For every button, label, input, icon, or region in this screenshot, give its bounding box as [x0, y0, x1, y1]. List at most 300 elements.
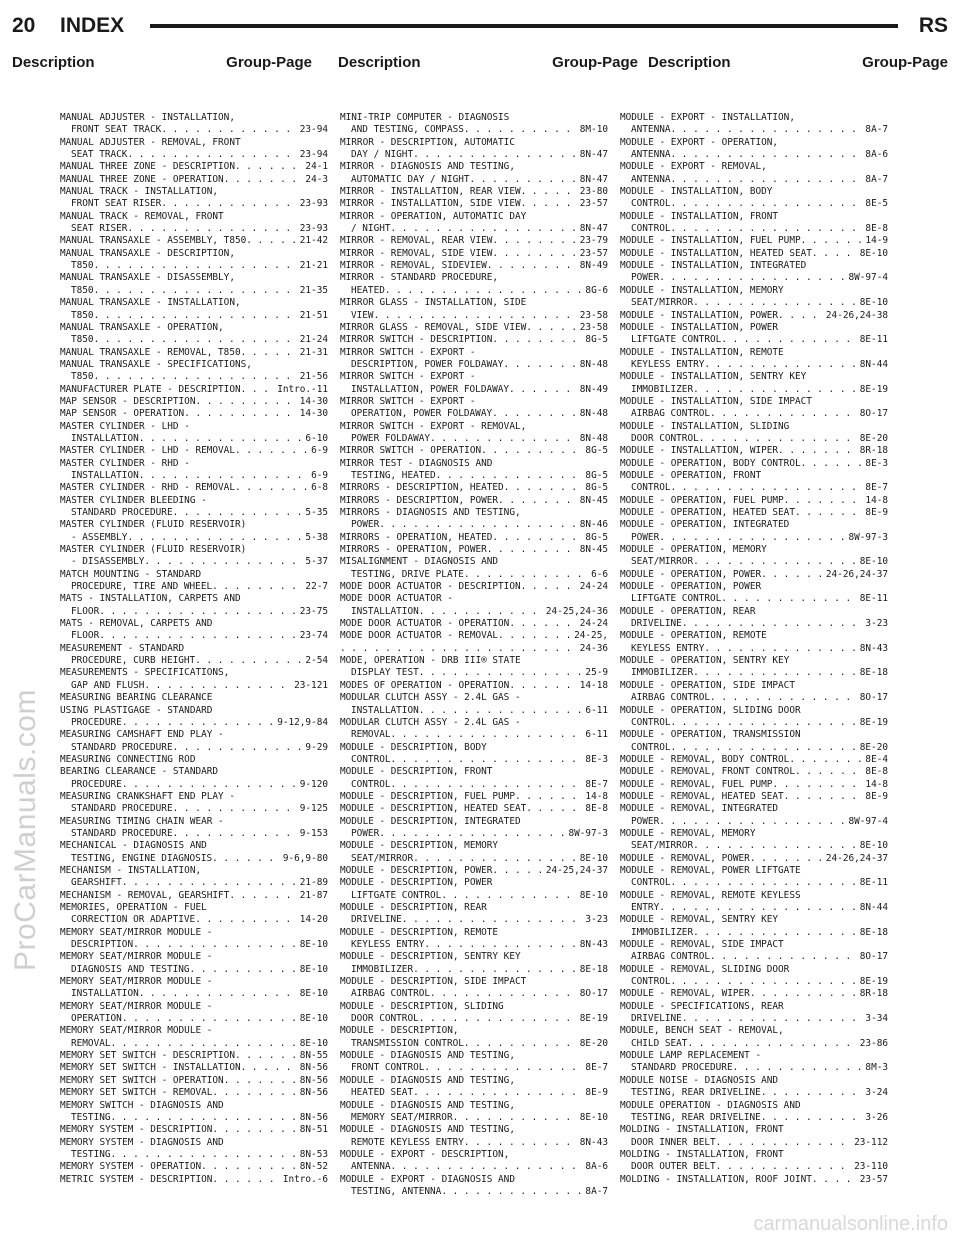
- index-entry: [340, 1075, 608, 1100]
- index-entry: [340, 556, 608, 581]
- entry-heading: MODULE LAMP REPLACEMENT -: [620, 1050, 762, 1062]
- leader-dots: [515, 791, 583, 803]
- entry-text: MASTER CYLINDER - LHD - REMOVAL: [60, 445, 235, 457]
- entry-text: GEARSHIFT: [71, 877, 122, 889]
- index-entry: [340, 112, 608, 137]
- group-page-ref: 8E-19: [859, 716, 888, 728]
- group-page-ref: 9-12,9-84: [277, 716, 328, 728]
- group-page-ref: 8E-11: [859, 593, 888, 605]
- index-entry: [340, 976, 608, 1001]
- leader-dots: [413, 964, 578, 976]
- entry-text: MOLDING - INSTALLATION, ROOF JOINT: [620, 1173, 812, 1185]
- index-entry: [340, 865, 608, 877]
- entry-text: IMMOBILIZER: [351, 963, 414, 975]
- entry-text: MODULE - REMOVAL, HEATED SEAT: [620, 790, 784, 802]
- group-page-ref: 8G-5: [585, 334, 608, 346]
- entry-text: T850: [71, 309, 94, 321]
- entry-heading: MEMORY SEAT/MIRROR MODULE -: [60, 926, 213, 938]
- index-entry: [340, 816, 608, 841]
- entry-text: MEMORY SET SWITCH - INSTALLATION: [60, 1062, 241, 1074]
- entry-heading: MODULE - OPERATION, FRONT: [620, 469, 762, 481]
- index-entry: [340, 482, 608, 494]
- leader-dots: [521, 581, 578, 593]
- entry-text: STANDARD PROCEDURE: [71, 827, 173, 839]
- group-page-ref: 14-8: [865, 778, 888, 790]
- leader-dots: [241, 1062, 298, 1074]
- leader-dots: [812, 1174, 858, 1186]
- entry-heading: MATCH MOUNTING - STANDARD: [60, 568, 202, 580]
- leader-dots: [464, 124, 578, 136]
- group-page-ref: 8E-10: [859, 556, 888, 568]
- group-page-ref: 5-37: [305, 556, 328, 568]
- entry-text: DISPLAY TEST: [351, 667, 419, 679]
- leader-dots: [509, 618, 577, 630]
- entry-heading: MODULE - DESCRIPTION, INTEGRATED: [340, 815, 521, 827]
- entry-text: MODULE - OPERATION, FUEL PUMP: [620, 494, 784, 506]
- entry-heading: MODULE - SPECIFICATIONS, REAR: [620, 1000, 784, 1012]
- index-entry: [60, 1174, 328, 1186]
- entry-text: DRIVELINE: [631, 618, 682, 630]
- group-page-ref: 21-42: [299, 235, 328, 247]
- index-entry: [620, 470, 888, 495]
- index-entry: [620, 988, 888, 1000]
- index-entry: [340, 1025, 608, 1050]
- group-page-ref: 8N-48: [579, 432, 608, 444]
- description-header: Description: [338, 54, 421, 71]
- entry-heading: MODULE - INSTALLATION, MEMORY: [620, 284, 784, 296]
- entry-text: POWER: [631, 815, 660, 827]
- entry-text: MODULE - REMOVAL, FRONT CONTROL: [620, 766, 795, 778]
- index-entry: [620, 161, 888, 186]
- index-entry: [60, 272, 328, 297]
- entry-text: INSTALLATION: [351, 704, 419, 716]
- index-entry: [60, 322, 328, 347]
- index-entry: [340, 532, 608, 544]
- leader-dots: [212, 853, 281, 865]
- entry-text: MODE DOOR ACTUATOR - DESCRIPTION: [340, 581, 521, 593]
- entry-text: MIRROR - INSTALLATION, SIDE VIEW: [340, 198, 521, 210]
- leader-dots: [671, 717, 858, 729]
- group-page-ref: 9-120: [299, 778, 328, 790]
- index-entry: [60, 1050, 328, 1062]
- entry-heading: MEASURING BEARING CLEARANCE: [60, 692, 213, 704]
- leader-dots: [693, 384, 858, 396]
- index-entry: [620, 865, 888, 890]
- index-entry: [60, 458, 328, 483]
- index-entry: [60, 1001, 328, 1026]
- group-page-ref: 3-23: [865, 618, 888, 630]
- group-page-ref: 23-57: [579, 198, 608, 210]
- index-entry: [60, 519, 328, 544]
- entry-text: LIFTGATE CONTROL: [351, 889, 442, 901]
- leader-dots: [492, 865, 544, 877]
- entry-heading: MODULE - OPERATION, SIDE IMPACT: [620, 679, 795, 691]
- entry-text: MODULE - DESCRIPTION, FUEL PUMP: [340, 790, 515, 802]
- entry-heading: MODULE - OPERATION, TRANSMISSION: [620, 729, 801, 741]
- group-page-ref: 8E-18: [859, 926, 888, 938]
- group-page-ref: 8E-10: [299, 963, 328, 975]
- entry-text: AIRBAG CONTROL: [631, 951, 711, 963]
- group-page-ref: 6-9: [311, 445, 328, 457]
- group-page-ref: 23-58: [579, 321, 608, 333]
- leader-dots: [801, 458, 864, 470]
- group-page-ref: 8M-10: [579, 124, 608, 136]
- leader-dots: [111, 1038, 298, 1050]
- entry-text: MEMORY SET SWITCH - REMOVAL: [60, 1087, 213, 1099]
- group-page-ref: 5-35: [305, 507, 328, 518]
- entry-text: FLOOR: [71, 630, 100, 642]
- group-page-ref: 25-9: [585, 667, 608, 679]
- leader-dots: [374, 310, 578, 322]
- entry-text: ANTENNA: [631, 124, 671, 136]
- index-entry: [60, 347, 328, 359]
- leader-dots: [441, 890, 577, 902]
- entry-text: MODULE - INSTALLATION, POWER: [620, 309, 779, 321]
- group-page-ref: 6-9: [311, 469, 328, 481]
- group-page-ref: 8W-97-3: [568, 827, 608, 839]
- index-entry: [340, 260, 608, 272]
- leader-dots: [750, 988, 858, 1000]
- leader-dots: [139, 470, 309, 482]
- index-entry: [60, 667, 328, 692]
- entry-text: TRANSMISSION CONTROL: [351, 1037, 464, 1049]
- index-entry: [60, 951, 328, 976]
- group-page-ref: 8E-19: [859, 976, 888, 988]
- entry-text: STANDARD PROCEDURE: [631, 1062, 733, 1074]
- index-entry: [620, 754, 888, 766]
- entry-heading: MIRROR GLASS - INSTALLATION, SIDE: [340, 297, 527, 309]
- leader-dots: [778, 445, 858, 457]
- group-page-ref: 23-93: [299, 198, 328, 210]
- entry-text: KEYLESS ENTRY: [631, 642, 705, 654]
- group-page-ref: 24-25,24-36: [545, 605, 608, 617]
- group-page-ref: 5-38: [305, 531, 328, 543]
- leader-dots: [716, 1137, 852, 1149]
- index-entry: [340, 717, 608, 742]
- index-entry: [340, 902, 608, 927]
- leader-dots: [391, 754, 584, 766]
- leader-dots: [391, 223, 578, 235]
- leader-dots: [184, 408, 298, 420]
- index-entry: [60, 766, 328, 791]
- entry-heading: MIRROR - STANDARD PROCEDURE,: [340, 272, 499, 284]
- entry-text: CONTROL: [351, 753, 391, 765]
- entry-text: DESCRIPTION, POWER FOLDAWAY: [351, 358, 504, 370]
- page-header: [12, 12, 948, 44]
- index-entry: [340, 791, 608, 803]
- leader-dots: [419, 667, 584, 679]
- leader-dots: [509, 384, 578, 396]
- entry-text: LIFTGATE CONTROL: [631, 593, 722, 605]
- leader-dots: [385, 285, 584, 297]
- leader-dots: [487, 544, 578, 556]
- entry-text: DOOR CONTROL: [351, 1013, 419, 1025]
- index-entry: [60, 927, 328, 952]
- group-page-ref: 8N-47: [579, 223, 608, 235]
- group-page-ref: 8A-7: [585, 1185, 608, 1197]
- index-entry: [60, 112, 328, 137]
- entry-heading: MIRROR SWITCH - EXPORT -: [340, 346, 476, 358]
- page-title: INDEX: [60, 14, 125, 37]
- leader-dots: [94, 371, 298, 383]
- leader-dots: [122, 779, 298, 791]
- entry-heading: MODULE - DESCRIPTION, POWER: [340, 877, 493, 889]
- entry-text: MODULE - OPERATION, BODY CONTROL: [620, 457, 801, 469]
- leader-dots: [671, 482, 864, 494]
- index-entry: [620, 421, 888, 446]
- entry-text: TESTING, HEATED: [351, 469, 436, 481]
- index-entry: [620, 445, 888, 457]
- entry-heading: MODULE - DESCRIPTION,: [340, 1025, 459, 1037]
- leader-dots: [704, 359, 857, 371]
- index-entry: [620, 766, 888, 778]
- entry-text: PROCEDURE, TIRE AND WHEEL: [71, 581, 213, 593]
- group-page-ref: 23-94: [299, 124, 328, 136]
- entry-text: REMOVAL: [71, 1037, 111, 1049]
- index-entry: [60, 865, 328, 890]
- index-entry: [340, 643, 608, 655]
- index-entry: [60, 137, 328, 162]
- entry-text: CONTROL: [631, 877, 671, 889]
- leader-dots: [453, 1112, 578, 1124]
- entry-text: MIRRORS - DESCRIPTION, POWER: [340, 494, 499, 506]
- entry-text: MODULE - OPERATION, HEATED SEAT: [620, 507, 795, 518]
- leader-dots: [122, 877, 298, 889]
- watermark-text: ProCarManuals.com: [9, 689, 42, 971]
- leader-dots: [379, 519, 578, 531]
- index-entry: [620, 235, 888, 247]
- leader-dots: [94, 310, 298, 322]
- leader-dots: [470, 174, 578, 186]
- entry-text: T850: [71, 284, 94, 296]
- entry-heading: MEMORY SEAT/MIRROR MODULE -: [60, 951, 213, 963]
- leader-dots: [682, 1013, 864, 1025]
- index-entry: [340, 396, 608, 421]
- group-page-ref: 24-24: [579, 618, 608, 630]
- entry-text: POWER: [631, 531, 660, 543]
- leader-dots: [671, 877, 858, 889]
- footer-watermark: carmanualsonline.info: [753, 1213, 948, 1235]
- entry-heading: MIRROR - DESCRIPTION, AUTOMATIC: [340, 136, 515, 148]
- group-page-ref: 23-121: [294, 679, 328, 691]
- entry-text: TESTING, REAR DRIVELINE: [631, 1111, 761, 1123]
- leader-dots: [173, 742, 304, 754]
- entry-text: MODULE - INSTALLATION, HEATED SEAT: [620, 247, 812, 259]
- entry-text: FLOOR: [71, 605, 100, 617]
- leader-dots: [801, 235, 864, 247]
- index-entry: [620, 569, 888, 581]
- index-entry: [60, 211, 328, 236]
- group-page-ref: 8A-7: [865, 173, 888, 185]
- leader-dots: [659, 816, 846, 828]
- group-page-ref: 8G-5: [585, 469, 608, 481]
- leader-dots: [340, 643, 578, 655]
- group-page-ref: 23-112: [854, 1136, 888, 1148]
- index-entry: [340, 1174, 608, 1199]
- index-entry: [620, 260, 888, 285]
- header-rule: [150, 24, 898, 28]
- index-entry: [60, 1161, 328, 1173]
- entry-heading: MODULE - INSTALLATION, INTEGRATED: [620, 260, 807, 272]
- leader-dots: [761, 1112, 864, 1124]
- group-page-ref: 6-6: [591, 568, 608, 580]
- index-column-3: [620, 112, 888, 1186]
- group-page-ref: 8E-10: [299, 1013, 328, 1025]
- leader-dots: [190, 964, 298, 976]
- entry-heading: MODULAR CLUTCH ASSY - 2.4L GAS -: [340, 716, 521, 728]
- index-column-2: [340, 112, 608, 1198]
- entry-text: AIRBAG CONTROL: [631, 408, 711, 420]
- leader-dots: [212, 1174, 280, 1186]
- index-entry: [620, 1001, 888, 1026]
- entry-text: HEATED: [351, 284, 385, 296]
- entry-text: MAP SENSOR - DESCRIPTION: [60, 395, 196, 407]
- group-page-ref: 14-18: [579, 679, 608, 691]
- entry-heading: MODE DOOR ACTUATOR -: [340, 593, 453, 605]
- entry-text: DESCRIPTION: [71, 939, 134, 951]
- leader-dots: [487, 260, 578, 272]
- entry-text: PROCEDURE: [71, 716, 122, 728]
- entry-text: REMOVAL: [351, 729, 391, 741]
- entry-text: SEAT/MIRROR: [631, 556, 694, 568]
- entry-text: DRIVELINE: [351, 914, 402, 926]
- leader-dots: [492, 532, 583, 544]
- leader-dots: [795, 507, 863, 519]
- entry-heading: MATS - INSTALLATION, CARPETS AND: [60, 593, 241, 605]
- entry-text: MIRROR - INSTALLATION, REAR VIEW: [340, 186, 521, 198]
- group-page-ref: 8N-56: [299, 1087, 328, 1099]
- index-entry: [60, 593, 328, 618]
- entry-text: DOOR OUTER BELT: [631, 1161, 716, 1173]
- entry-text: TESTING, ENGINE DIAGNOSIS: [71, 852, 213, 864]
- leader-dots: [526, 322, 578, 334]
- entry-heading: BEARING CLEARANCE - STANDARD: [60, 766, 219, 778]
- group-page-ref: 8E-10: [859, 247, 888, 259]
- entry-text: DOOR INNER BELT: [631, 1136, 716, 1148]
- entry-heading: MOLDING - INSTALLATION, FRONT: [620, 1148, 784, 1160]
- leader-dots: [498, 495, 578, 507]
- entry-heading: MANUAL TRANSAXLE - SPECIFICATIONS,: [60, 358, 252, 370]
- entry-heading: MECHANICAL - DIAGNOSIS AND: [60, 840, 207, 852]
- entry-heading: MODULE - EXPORT - INSTALLATION,: [620, 112, 795, 123]
- entry-text: VIEW: [351, 309, 374, 321]
- index-entry: [340, 334, 608, 346]
- leader-dots: [784, 495, 864, 507]
- group-page-ref: 23-75: [299, 605, 328, 617]
- leader-dots: [659, 532, 846, 544]
- entry-text: MODE DOOR ACTUATOR - OPERATION: [340, 618, 510, 630]
- entry-text: / NIGHT: [351, 223, 391, 235]
- entry-text: MODULE - INSTALLATION, WIPER: [620, 445, 779, 457]
- group-page-ref: 8W-97-3: [848, 531, 888, 543]
- leader-dots: [195, 914, 298, 926]
- entry-text: IMMOBILIZER: [631, 383, 694, 395]
- group-page-ref: 8N-49: [579, 260, 608, 272]
- entry-heading: MANUAL TRANSAXLE - DESCRIPTION,: [60, 247, 235, 259]
- entry-heading: MODULE - INSTALLATION, FRONT: [620, 210, 779, 222]
- index-entry: [620, 791, 888, 803]
- index-entry: [60, 754, 328, 766]
- leader-dots: [659, 272, 846, 284]
- entry-heading: MASTER CYLINDER (FLUID RESERVOIR): [60, 519, 247, 531]
- index-entry: [340, 248, 608, 260]
- group-page-ref: 8N-51: [299, 1124, 328, 1136]
- group-page-ref: 8E-3: [585, 753, 608, 765]
- group-page-ref: 8A-6: [585, 1161, 608, 1173]
- group-page-ref: 8N-44: [859, 902, 888, 913]
- group-page-ref: 8E-7: [585, 778, 608, 790]
- entry-text: SEAT TRACK: [71, 149, 128, 161]
- index-entry: [620, 1174, 888, 1186]
- entry-text: MEMORY SET SWITCH - OPERATION: [60, 1074, 224, 1086]
- entry-text: MEMORY SYSTEM - DESCRIPTION: [60, 1124, 213, 1136]
- entry-heading: MODULE - INSTALLATION, SIDE IMPACT: [620, 395, 812, 407]
- leader-dots: [224, 1075, 298, 1087]
- index-entry: [60, 890, 328, 902]
- entry-text: MODULE - DESCRIPTION, POWER: [340, 864, 493, 876]
- index-entry: [60, 976, 328, 1001]
- group-page-ref: 24-25,: [574, 630, 608, 642]
- index-entry: [620, 396, 888, 421]
- group-page-ref: 3-23: [585, 914, 608, 926]
- entry-heading: MODULE - DESCRIPTION, MEMORY: [340, 840, 499, 852]
- entry-text: MANUAL THREE ZONE - DESCRIPTION: [60, 161, 235, 173]
- index-entry: [620, 964, 888, 989]
- group-page-ref: 22-7: [305, 581, 328, 593]
- leader-dots: [693, 927, 858, 939]
- entry-text: OPERATION, POWER FOLDAWAY: [351, 408, 493, 420]
- group-page-ref: 9-125: [299, 803, 328, 815]
- group-page-ref: 24-26,24-38: [825, 309, 888, 321]
- group-page-ref: 24-24: [579, 581, 608, 593]
- column-header-1: [12, 52, 312, 74]
- leader-dots: [195, 396, 297, 408]
- entry-text: MIRROR - REMOVAL, REAR VIEW: [340, 235, 493, 247]
- leader-dots: [111, 1112, 298, 1124]
- index-entry: [60, 359, 328, 384]
- entry-text: SEAT RISER: [71, 223, 128, 235]
- index-entry: [620, 729, 888, 754]
- entry-text: MEMORY SET SWITCH - DESCRIPTION: [60, 1050, 235, 1062]
- group-page-ref: 24-26,24-37: [825, 568, 888, 580]
- index-entry: [620, 1124, 888, 1149]
- leader-dots: [789, 754, 863, 766]
- leader-dots: [144, 556, 303, 568]
- entry-heading: MIRROR TEST - DIAGNOSIS AND: [340, 457, 493, 469]
- index-entry: [340, 495, 608, 507]
- index-entry: [620, 112, 888, 137]
- entry-heading: MEASUREMENTS - SPECIFICATIONS,: [60, 667, 230, 679]
- leader-dots: [721, 334, 857, 346]
- index-entry: [340, 421, 608, 446]
- entry-heading: MODULE - DIAGNOSIS AND TESTING,: [340, 1099, 515, 1111]
- group-page-ref: 8G-6: [585, 284, 608, 296]
- group-page-ref: 23-79: [579, 235, 608, 247]
- index-entry: [60, 1100, 328, 1125]
- leader-dots: [161, 124, 297, 136]
- index-entry: [620, 211, 888, 236]
- group-page-ref: 21-21: [299, 260, 328, 272]
- group-page-ref: 8E-10: [579, 889, 608, 901]
- entry-heading: USING PLASTIGAGE - STANDARD: [60, 704, 213, 716]
- group-page-ref: 14-8: [865, 494, 888, 506]
- index-entry: [620, 322, 888, 347]
- group-page-ref: 8O-17: [859, 408, 888, 420]
- entry-heading: MODULE - REMOVAL, SLIDING DOOR: [620, 963, 790, 975]
- entry-text: MIRROR - REMOVAL, SIDEVIEW: [340, 260, 487, 272]
- index-entry: [620, 507, 888, 519]
- entry-text: MIRRORS - DESCRIPTION, HEATED: [340, 482, 504, 494]
